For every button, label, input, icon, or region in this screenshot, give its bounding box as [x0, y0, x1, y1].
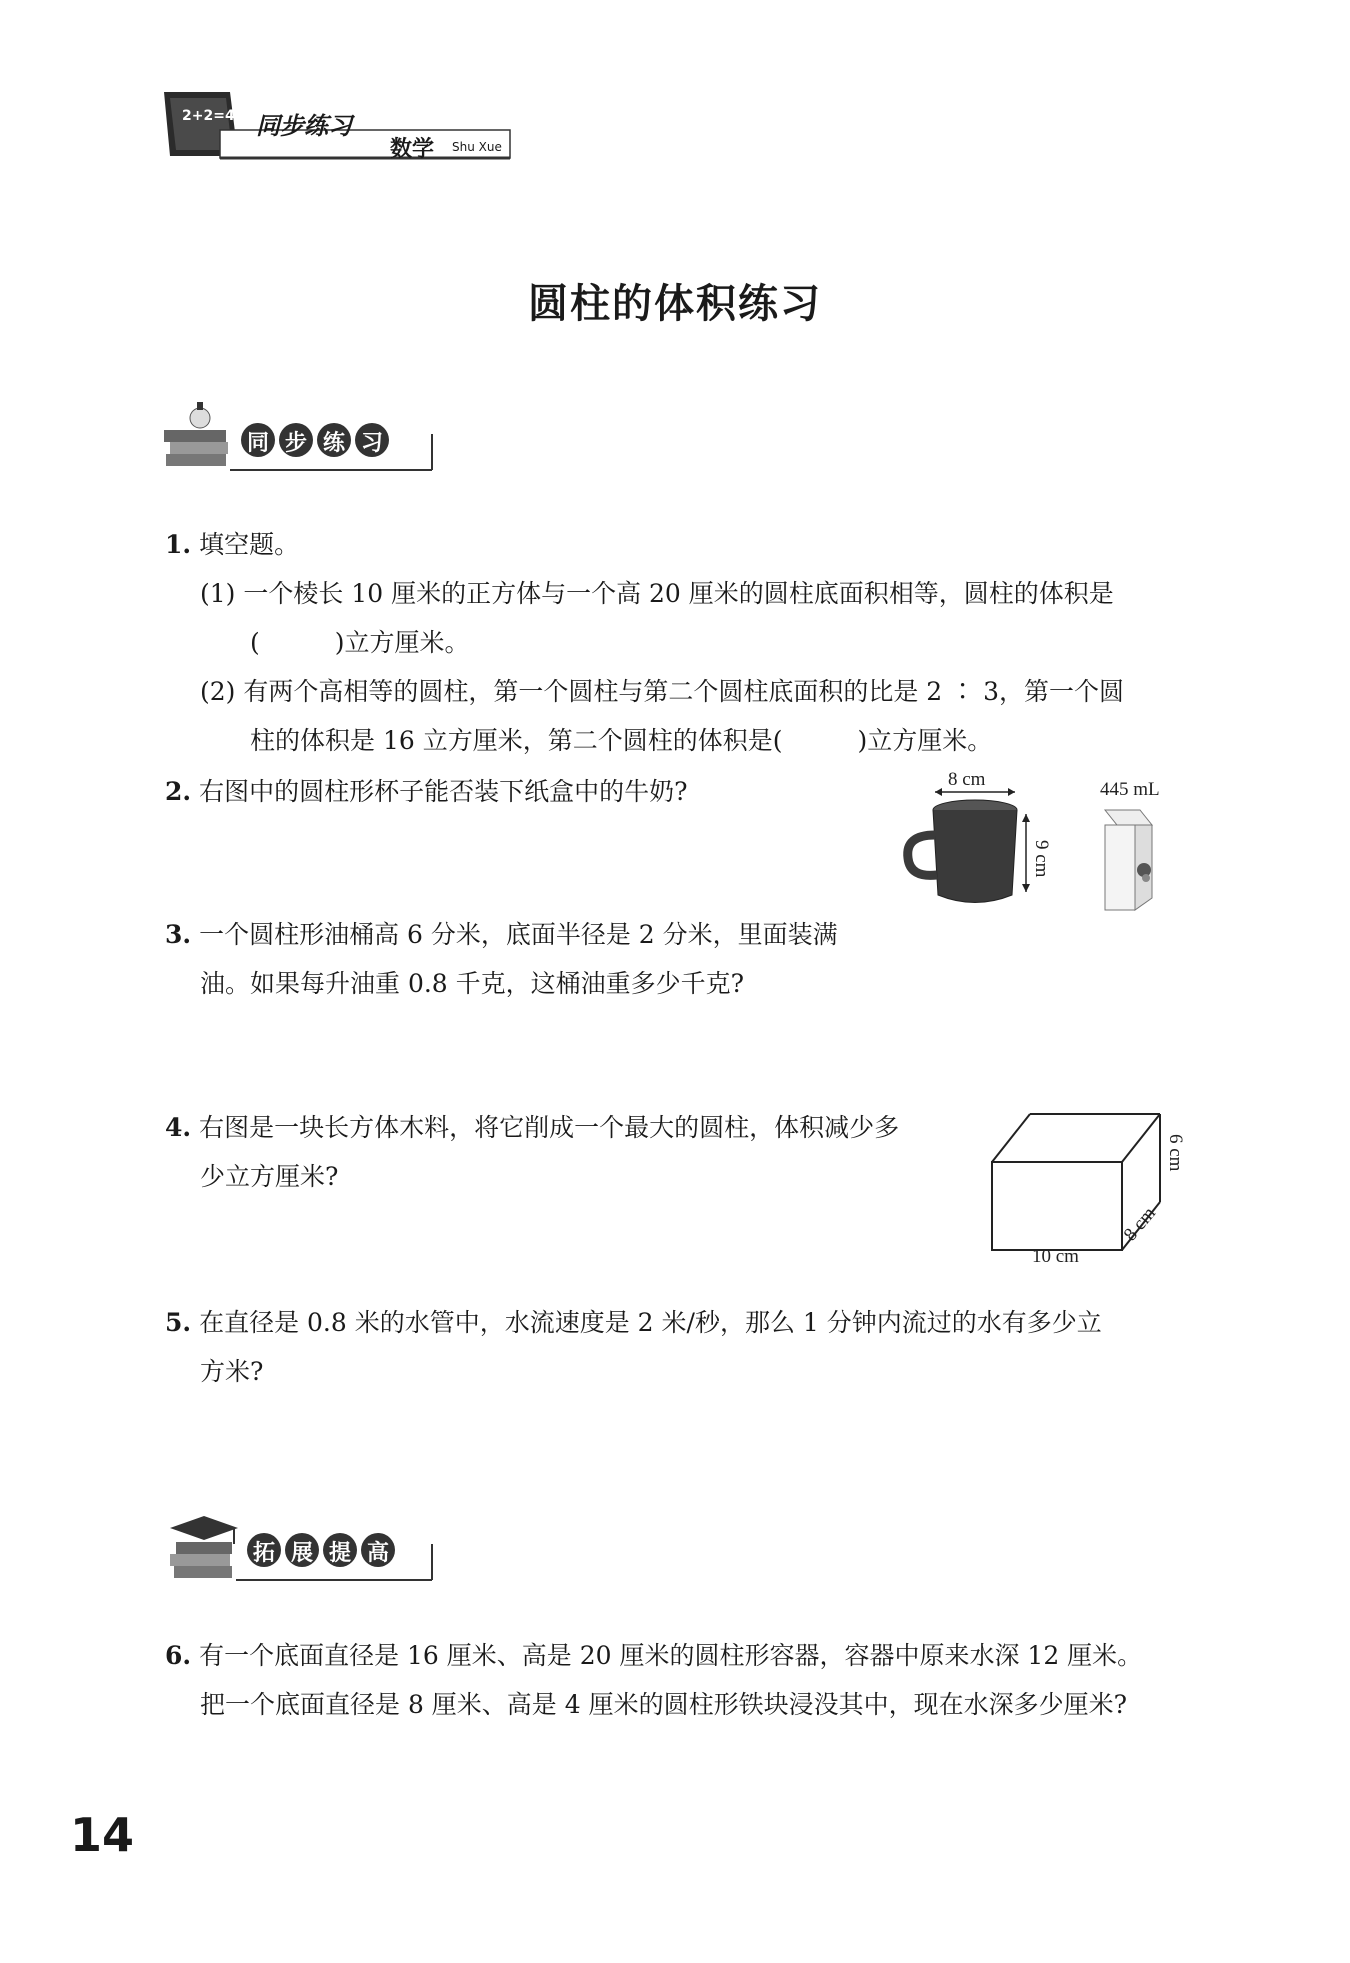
question-4 [165, 1108, 899, 1144]
milk-volume-label: 445 mL [1100, 779, 1160, 800]
section-banner-extend [160, 1510, 440, 1590]
section-extend-char: 拓 [253, 1541, 276, 1566]
question-text: 一个圆柱形油桶高 6 分米，底面半径是 2 分米，里面装满 [199, 920, 838, 949]
question-5 [165, 1303, 1102, 1339]
question-1 [165, 525, 299, 561]
question-4-line2: 少立方厘米? [200, 1162, 339, 1191]
header-logo [160, 90, 520, 170]
section-sync-char: 同 [247, 431, 270, 456]
question-text: 右图中的圆柱形杯子能否装下纸盒中的牛奶? [199, 777, 688, 806]
section-sync-char: 步 [285, 431, 308, 456]
section-extend-char: 高 [367, 1541, 390, 1566]
figure-cup-milk [900, 770, 1200, 920]
cup-diameter-label: 8 cm [948, 770, 986, 790]
question-text: 右图是一块长方体木料，将它削成一个最大的圆柱，体积减少多 [199, 1113, 900, 1142]
cuboid-length-label: 10 cm [1032, 1246, 1079, 1267]
question-1-sub1-line1: (1) 一个棱长 10 厘米的正方体与一个高 20 厘米的圆柱底面积相等，圆柱的体积是 [200, 579, 1114, 608]
board-text: 2+2=4 [182, 108, 235, 124]
question-number: 4. [165, 1113, 192, 1142]
question-text: 填空题。 [199, 530, 300, 559]
question-number: 5. [165, 1308, 192, 1337]
question-3-line2: 油。如果每升油重 0.8 千克，这桶油重多少千克? [200, 969, 745, 998]
header-series: 同步练习 [256, 112, 352, 140]
page-title: 圆柱的体积练习 [528, 281, 822, 327]
header-pinyin: Shu Xue [452, 140, 502, 154]
question-text: 有一个底面直径是 16 厘米、高是 20 厘米的圆柱形容器，容器中原来水深 12 厘米。 [199, 1641, 1143, 1670]
cuboid-width-label: 8 cm [1119, 1203, 1160, 1246]
question-number: 3. [165, 920, 192, 949]
question-5-line2: 方米? [200, 1357, 264, 1386]
header-subject: 数学 [390, 137, 435, 162]
question-text: 在直径是 0.8 米的水管中，水流速度是 2 米/秒，那么 1 分钟内流过的水有多少立 [199, 1308, 1102, 1337]
page-number: 14 [70, 1808, 135, 1862]
section-extend-char: 展 [291, 1541, 314, 1566]
question-1-sub1-line2: ( )立方厘米。 [250, 628, 470, 657]
figure-cuboid [980, 1100, 1200, 1270]
question-number: 6. [165, 1641, 192, 1670]
question-2 [165, 772, 687, 808]
milk-box-illustration [1105, 810, 1152, 910]
section-sync-char: 练 [323, 431, 346, 456]
question-number: 2. [165, 777, 192, 806]
cup-illustration [908, 788, 1030, 903]
question-number: 1. [165, 530, 192, 559]
section-extend-char: 提 [329, 1541, 352, 1566]
question-1-sub2-line2: 柱的体积是 16 立方厘米，第二个圆柱的体积是( )立方厘米。 [250, 726, 993, 755]
cuboid-height-label: 6 cm [1165, 1134, 1186, 1172]
section-banner-sync [160, 400, 440, 480]
cup-height-label: 9 cm [1031, 840, 1052, 878]
section-sync-char: 习 [361, 431, 384, 456]
question-6-line2: 把一个底面直径是 8 厘米、高是 4 厘米的圆柱形铁块浸没其中，现在水深多少厘米? [200, 1690, 1128, 1719]
question-1-sub2-line1: (2) 有两个高相等的圆柱，第一个圆柱与第二个圆柱底面积的比是 2 ∶ 3，第一个圆 [200, 677, 1125, 706]
question-3 [165, 915, 838, 951]
question-6 [165, 1636, 1142, 1672]
